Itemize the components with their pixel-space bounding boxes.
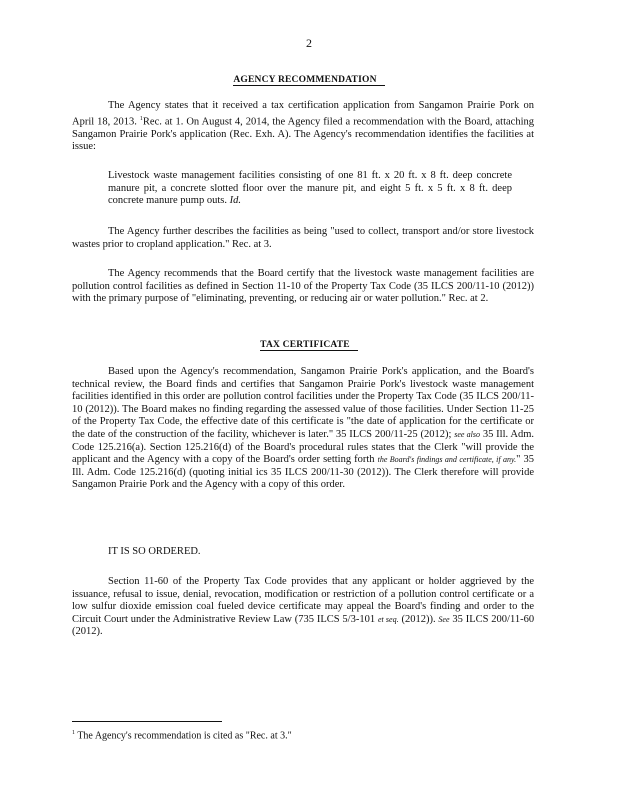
tax-certificate-heading: TAX CERTIFICATE: [0, 340, 618, 350]
page-number: 2: [306, 36, 312, 50]
agency-paragraph-1: The Agency states that it received a tax certification application from Sangamon Prairie Pork on April 18, 2013. $^1$Rec. at 1. On August 4, 2014, the Agency filed a recommendation with the Board, attaching Sangamon Prairie Pork's application (Rec. Exh. A). The Agency's recommendation identifies the facilities at issue:: [72, 100, 534, 153]
facilities-quote: Livestock waste management facilities consisting of one 81 ft. x 20 ft. x 8 ft. deep concrete manure pit, a concrete slotted floor over the manure pit, and eight 5 ft. x 5 ft. x 8 ft. deep concrete manure pump outs. Id.: [108, 170, 512, 207]
tax-certificate-paragraph: Based upon the Agency's recommendation, Sangamon Prairie Pork's application, and the Board's technical review, the Board finds and certifies that Sangamon Prairie Pork's livestock waste management facilities identified in this order are pollution control facilities under the Property Tax Code (35 ILCS 200/11-10 (2012)). The Board makes no finding regarding the assessed value of those facilities. Under Section 11-25 of the Property Tax Code, the effective date of this certificate is "the date of application for the certificate or the date of the construction of the facility, whichever is later." 35 ILCS 200/11-25 (2012); see also 35 Ill. Adm. Code 125.216(a). Section 125.216(d) of the Board's procedural rules states that the Clerk "will provide the applicant and the Agency with a copy of the Board's order setting forth the Board's findings and certificate, if any." 35 Ill. Adm. Code 125.216(d) (quoting initial ics 35 ILCS 200/11-30 (2012)). The Clerk therefore will provide Sangamon Prairie Pork and the Agency with a copy of this order.: [72, 366, 535, 491]
footnote-separator: [72, 721, 222, 722]
footnote-reference: 1: [139, 115, 143, 122]
agency-paragraph-3: The Agency recommends that the Board certify that the livestock waste management facilities are pollution control facilities as defined in Section 11-10 of the Property Tax Code (35 ILCS 200/11-10 (2012)) with the primary purpose of "eliminating, preventing, or reducing air or water pollution." Rec. at 2.: [72, 268, 534, 305]
appeal-paragraph: Section 11-60 of the Property Tax Code provides that any applicant or holder aggrieved by the issuance, refusal to issue, denial, revocation, modification or restriction of a pollution control certificate or a low sulfur dioxide emission coal fueled device certificate may appeal the Board's finding and order to the Circuit Court under the Administrative Review Law (735 ILCS 5/3-101 et seq. (2012)). See 35 ILCS 200/11-60 (2012).: [72, 576, 535, 638]
footnote-marker: 1: [72, 730, 75, 736]
agency-recommendation-heading: AGENCY RECOMMENDATION: [0, 75, 618, 85]
agency-paragraph-2: The Agency further describes the facilities as being "used to collect, transport and/or store livestock wastes prior to cropland application." Rec. at 3.: [72, 226, 534, 250]
footnote-text: The Agency's recommendation is cited as "Rec. at 3.": [77, 730, 292, 742]
it-is-so-ordered: IT IS SO ORDERED.: [108, 546, 201, 557]
footnote: [72, 730, 532, 741]
